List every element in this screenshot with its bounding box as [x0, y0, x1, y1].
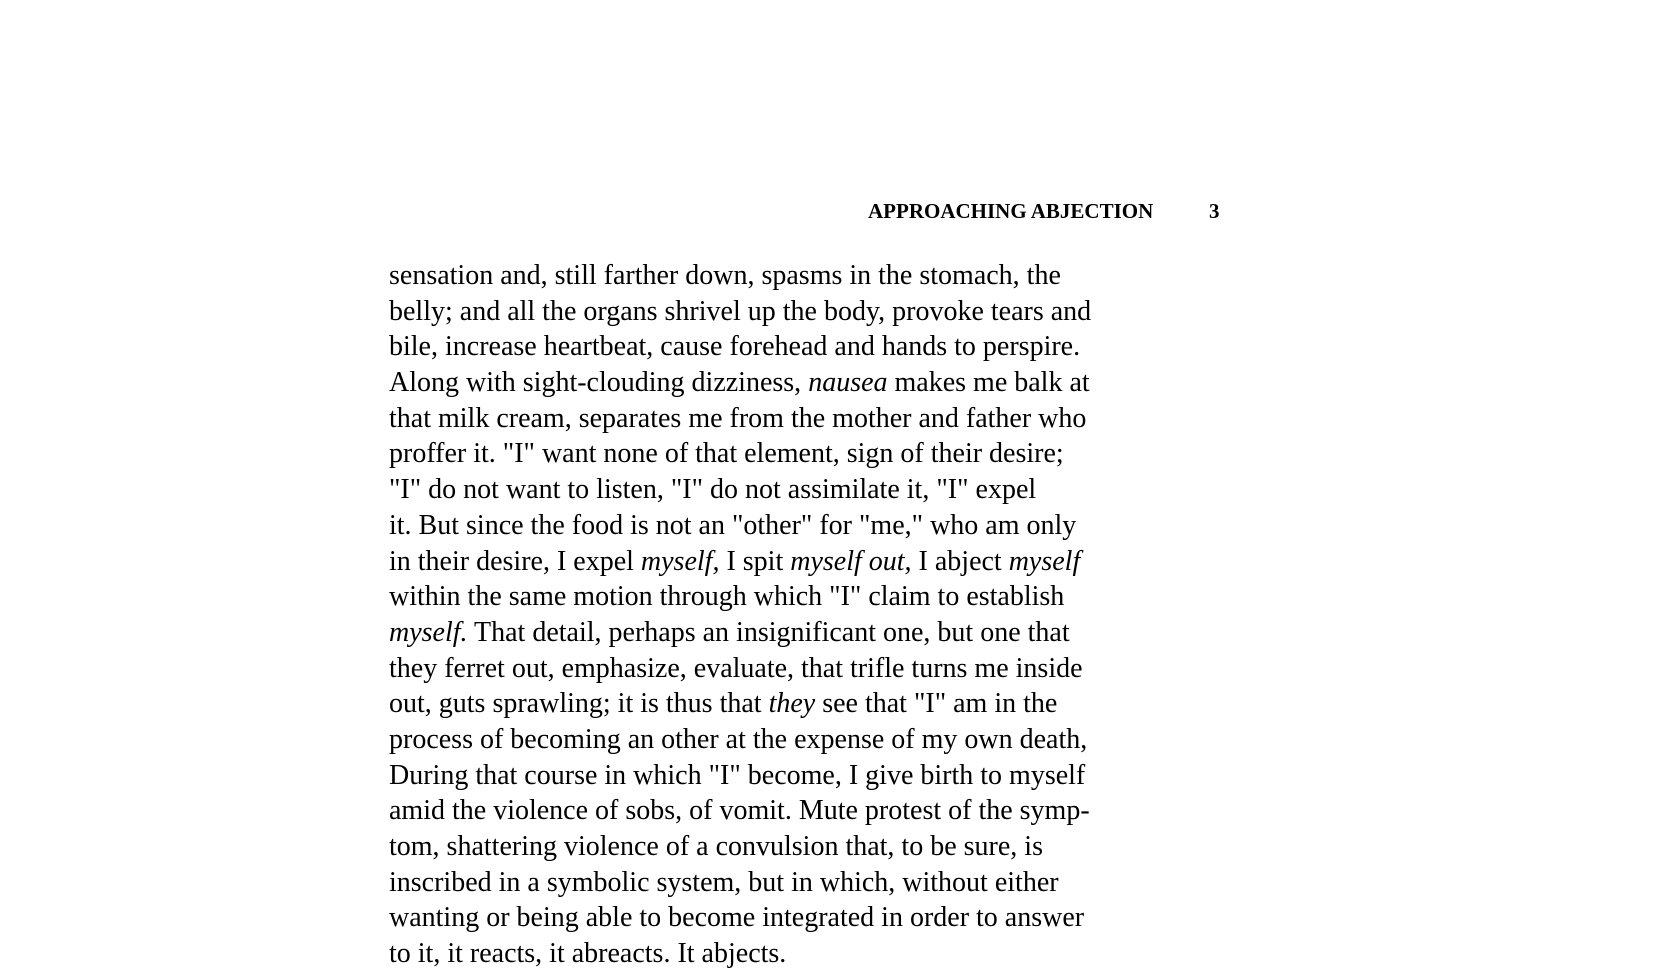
text-run: I spit — [719, 545, 791, 577]
text-run: process of becoming an other at the expense of my own death, — [389, 723, 1088, 755]
text-line — [389, 544, 1189, 580]
italic-text: myself — [1008, 545, 1081, 577]
text-run: tom, shattering violence of a convulsion that, to be sure, is — [389, 831, 1043, 862]
text-run: that milk cream, separates me from the mother and father who — [389, 402, 1087, 434]
text-run: they ferret out, emphasize, evaluate, that trifle turns me inside — [389, 652, 1083, 684]
text-line — [389, 401, 1189, 437]
italic-text: myself. — [389, 616, 468, 648]
text-run: see that "I" am in the — [815, 688, 1058, 720]
text-line — [389, 900, 1189, 936]
text-line — [389, 258, 1189, 294]
text-line — [389, 865, 1189, 901]
text-run: to it, it reacts, it abreacts. It abjects. — [389, 938, 787, 970]
text-line — [389, 579, 1189, 615]
italic-text: nausea — [808, 367, 888, 399]
text-line — [389, 294, 1189, 330]
chapter-title: APPROACHING ABJECTION — [868, 199, 1154, 223]
text-run: Along with sight-clouding dizziness, — [389, 367, 809, 399]
text-line — [389, 793, 1189, 829]
text-line — [389, 508, 1189, 544]
text-run: within the same motion through which "I" claim to establish — [389, 581, 1065, 613]
text-run: sensation and, still farther down, spasms in the stomach, the — [389, 260, 1061, 291]
text-line — [389, 329, 1189, 365]
body-text — [389, 258, 1189, 972]
page-number: 3 — [1209, 199, 1220, 223]
text-run: belly; and all the organs shrivel up the body, provoke tears and — [389, 295, 1092, 327]
text-run: I abject — [911, 545, 1009, 577]
text-line — [389, 365, 1189, 401]
text-run: inscribed in a symbolic system, but in which, without either — [389, 866, 1059, 898]
italic-text: they — [768, 688, 816, 720]
text-line — [389, 829, 1189, 865]
text-run: amid the violence of sobs, of vomit. Mute protest of the symp- — [389, 795, 1090, 827]
text-run: bile, increase heartbeat, cause forehead and hands to perspire. — [389, 331, 1081, 363]
text-line — [389, 651, 1189, 687]
text-run: in their desire, I expel — [389, 545, 641, 577]
italic-text: myself, — [640, 545, 720, 577]
text-run: it. But since the food is not an "other" for "me," who am only — [389, 509, 1077, 541]
text-run: out, guts sprawling; it is thus that — [389, 688, 769, 720]
text-run: makes me balk at — [887, 367, 1090, 399]
text-run: During that course in which "I" become, I give birth to myself — [389, 759, 1086, 791]
text-run: That detail, perhaps an insignificant one, but one that — [467, 616, 1070, 648]
text-run: wanting or being able to become integrated in order to answer — [389, 902, 1085, 934]
text-line — [389, 722, 1189, 758]
text-line — [389, 758, 1189, 794]
text-line — [389, 472, 1189, 508]
text-line — [389, 436, 1189, 472]
text-line — [389, 686, 1189, 722]
text-run: "I" do not want to listen, "I" do not assimilate it, "I" expel — [389, 474, 1037, 506]
text-run: proffer it. "I" want none of that element, sign of their desire; — [389, 438, 1064, 470]
text-line — [389, 936, 1189, 972]
italic-text: myself out, — [790, 545, 912, 577]
text-line — [389, 615, 1189, 651]
